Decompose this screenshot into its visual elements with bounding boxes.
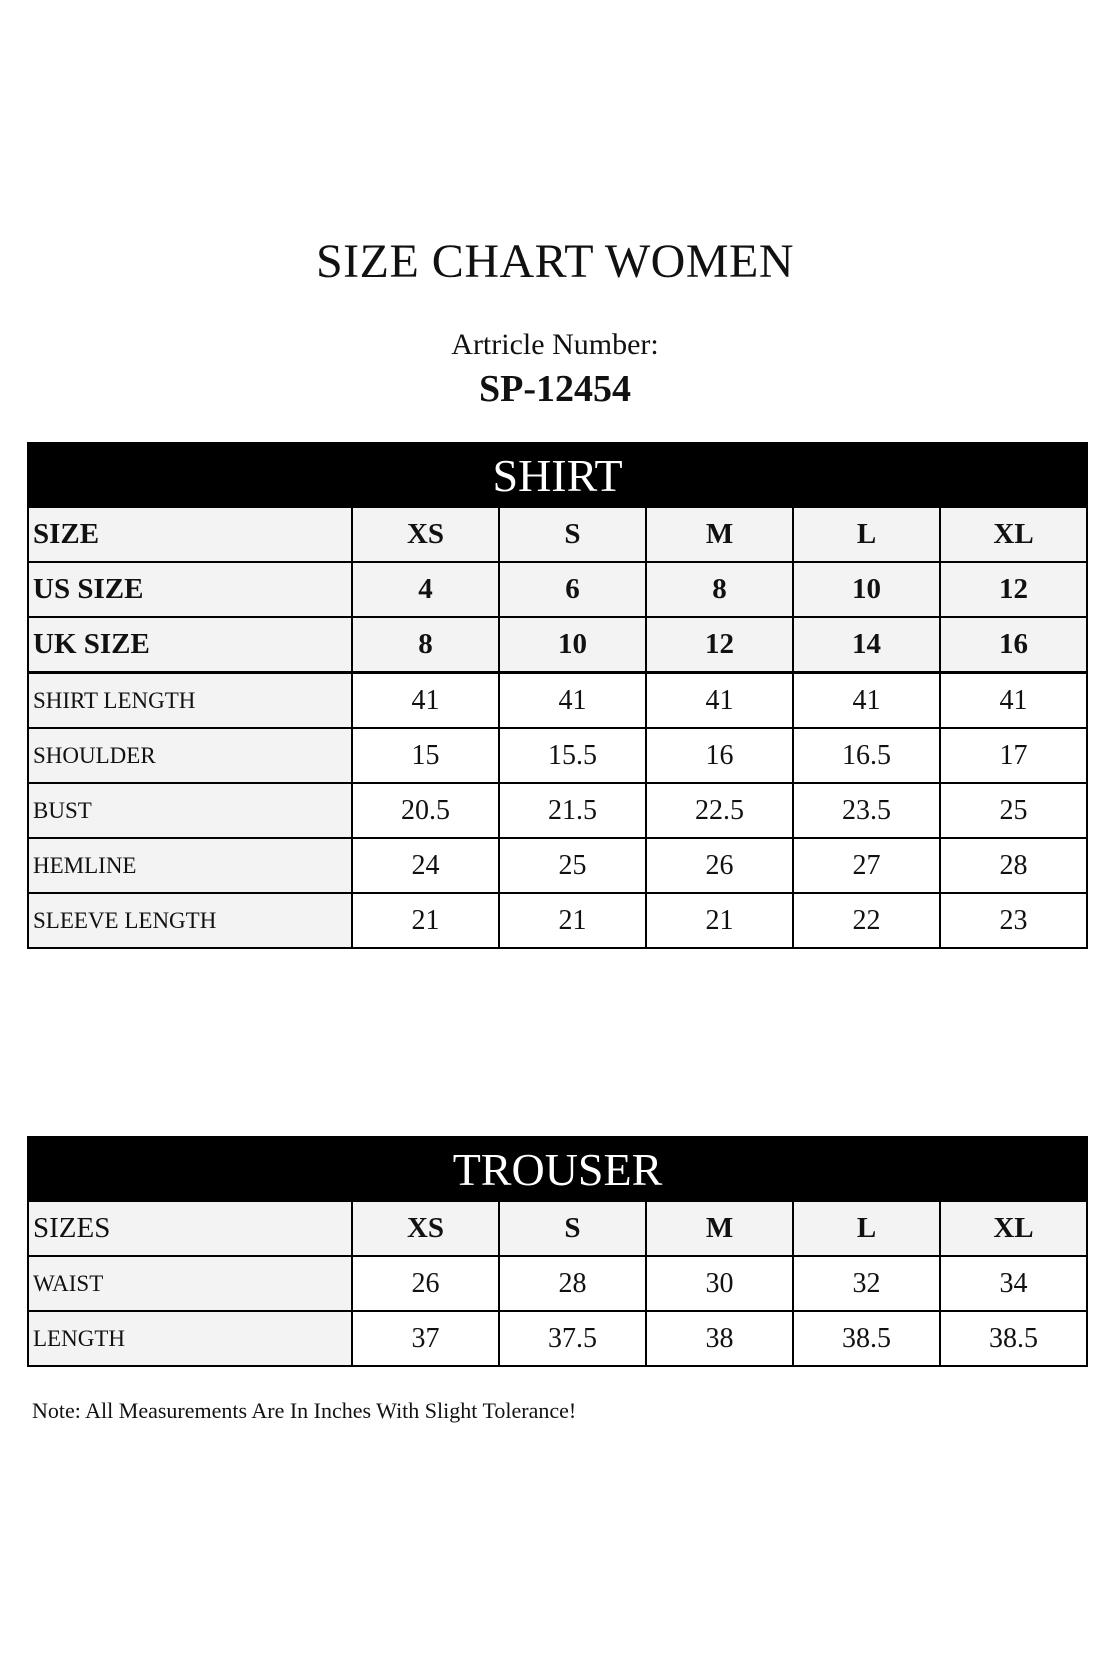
table-cell: 12	[940, 562, 1087, 617]
table-cell: 10	[499, 617, 646, 673]
table-cell: 30	[646, 1256, 793, 1311]
table-cell: 23	[940, 893, 1087, 948]
row-label: UK SIZE	[28, 617, 352, 673]
page-title: SIZE CHART WOMEN	[315, 235, 794, 288]
article-number: SP-12454	[479, 368, 631, 410]
column-header: M	[646, 1201, 793, 1256]
table-cell: 26	[646, 838, 793, 893]
table-cell: 10	[793, 562, 940, 617]
table-cell: 16	[940, 617, 1087, 673]
article-number-label: Artricle Number:	[451, 328, 659, 361]
shirt-us-size-row	[28, 562, 1087, 617]
column-header: XS	[352, 507, 499, 562]
table-cell: 25	[940, 783, 1087, 838]
row-label: SHIRT LENGTH	[28, 673, 352, 729]
table-cell: 14	[793, 617, 940, 673]
table-cell: 34	[940, 1256, 1087, 1311]
row-label: US SIZE	[28, 562, 352, 617]
table-cell: 23.5	[793, 783, 940, 838]
table-cell: 8	[352, 617, 499, 673]
column-header: XS	[352, 1201, 499, 1256]
column-header: XL	[940, 507, 1087, 562]
column-header: XL	[940, 1201, 1087, 1256]
table-cell: 37.5	[499, 1311, 646, 1366]
table-cell: 32	[793, 1256, 940, 1311]
table-cell: 20.5	[352, 783, 499, 838]
shirt-uk-size-row	[28, 617, 1087, 673]
table-cell: 21	[352, 893, 499, 948]
trouser-size-table	[27, 1136, 1088, 1367]
column-header: SIZES	[28, 1201, 352, 1256]
row-label: LENGTH	[28, 1311, 352, 1366]
table-cell: 16	[646, 728, 793, 783]
table-cell: 41	[499, 673, 646, 729]
table-cell: 15	[352, 728, 499, 783]
table-cell: 21	[499, 893, 646, 948]
column-header: S	[499, 1201, 646, 1256]
table-cell: 22.5	[646, 783, 793, 838]
table-cell: 28	[940, 838, 1087, 893]
table-row	[28, 1256, 1087, 1311]
table-cell: 26	[352, 1256, 499, 1311]
table-cell: 38	[646, 1311, 793, 1366]
column-header: L	[793, 507, 940, 562]
row-label: SHOULDER	[28, 728, 352, 783]
shirt-size-table	[27, 442, 1088, 949]
table-cell: 15.5	[499, 728, 646, 783]
table-cell: 37	[352, 1311, 499, 1366]
trouser-section-heading: TROUSER	[28, 1137, 1087, 1201]
table-row	[28, 1311, 1087, 1366]
table-cell: 27	[793, 838, 940, 893]
column-header: SIZE	[28, 507, 352, 562]
table-row	[28, 673, 1087, 729]
table-cell: 38.5	[793, 1311, 940, 1366]
column-header: L	[793, 1201, 940, 1256]
table-row	[28, 728, 1087, 783]
measurement-note: Note: All Measurements Are In Inches With Slight Tolerance!	[32, 1398, 577, 1423]
table-cell: 38.5	[940, 1311, 1087, 1366]
shirt-section-heading: SHIRT	[28, 443, 1087, 507]
table-row	[28, 838, 1087, 893]
table-cell: 41	[352, 673, 499, 729]
table-cell: 16.5	[793, 728, 940, 783]
table-cell: 8	[646, 562, 793, 617]
table-cell: 28	[499, 1256, 646, 1311]
table-cell: 12	[646, 617, 793, 673]
column-header: S	[499, 507, 646, 562]
table-row	[28, 783, 1087, 838]
table-cell: 21.5	[499, 783, 646, 838]
table-row	[28, 893, 1087, 948]
table-cell: 4	[352, 562, 499, 617]
column-header: M	[646, 507, 793, 562]
row-label: BUST	[28, 783, 352, 838]
table-cell: 21	[646, 893, 793, 948]
row-label: WAIST	[28, 1256, 352, 1311]
table-cell: 41	[793, 673, 940, 729]
table-cell: 6	[499, 562, 646, 617]
table-cell: 17	[940, 728, 1087, 783]
shirt-size-header-row	[28, 507, 1087, 562]
table-cell: 41	[940, 673, 1087, 729]
table-cell: 25	[499, 838, 646, 893]
row-label: HEMLINE	[28, 838, 352, 893]
row-label: SLEEVE LENGTH	[28, 893, 352, 948]
trouser-size-header-row	[28, 1201, 1087, 1256]
table-cell: 22	[793, 893, 940, 948]
table-cell: 41	[646, 673, 793, 729]
table-cell: 24	[352, 838, 499, 893]
